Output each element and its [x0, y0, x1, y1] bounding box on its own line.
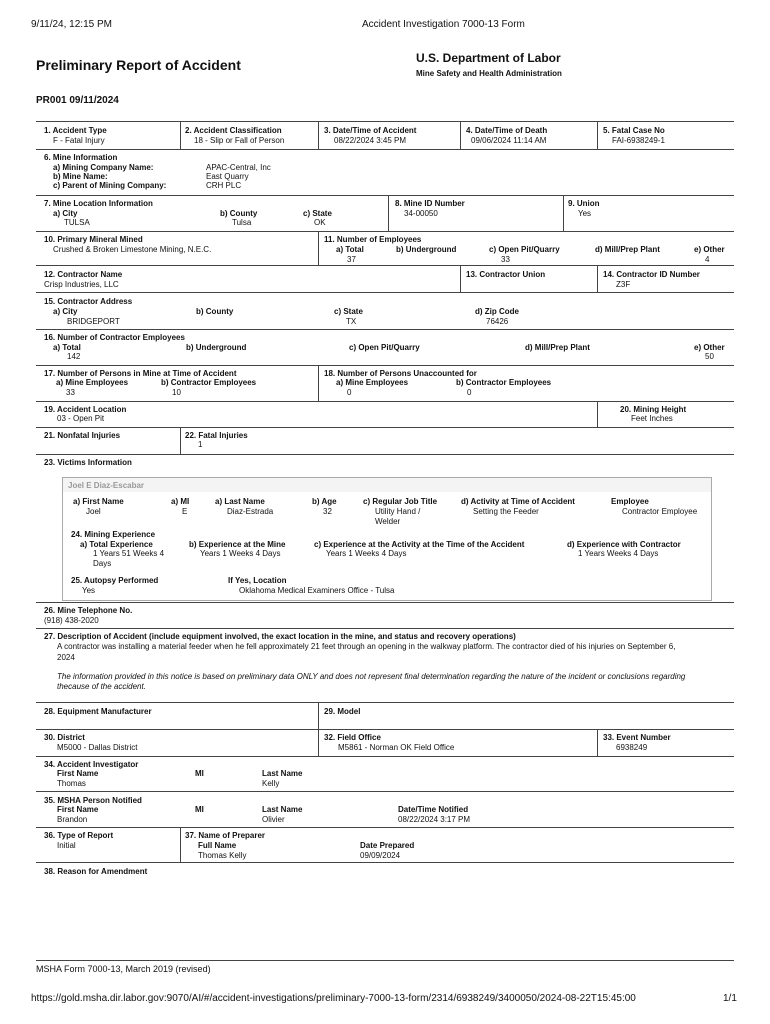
f18-a-value: 0 [347, 388, 352, 397]
col-divider [388, 195, 389, 231]
f27-label: 27. Description of Accident (include equipment involved, the exact location in the mine, and status and recovery operations) [44, 632, 516, 641]
f8-label: 8. Mine ID Number [395, 199, 465, 208]
f30-value: M5000 - Dallas District [57, 743, 138, 752]
victim-activity-value: Setting the Feeder [473, 507, 539, 516]
f15-state-label: c) State [334, 307, 363, 316]
f33-value: 6938249 [616, 743, 648, 752]
f35-last-value: Olivier [262, 815, 285, 824]
f10-value: Crushed & Broken Limestone Mining, N.E.C. [53, 245, 212, 254]
f26-value: (918) 438-2020 [44, 616, 99, 625]
f18-b-value: 0 [467, 388, 472, 397]
f24-label: 24. Mining Experience [71, 530, 156, 539]
f6-b-value: East Quarry [206, 172, 249, 181]
f15-state-value: TX [346, 317, 357, 326]
f10-label: 10. Primary Mineral Mined [44, 235, 143, 244]
f7-label: 7. Mine Location Information [44, 199, 153, 208]
f8-value: 34-00050 [404, 209, 438, 218]
print-page-title: Accident Investigation 7000-13 Form [362, 19, 525, 30]
exp-activity-label: c) Experience at the Activity at the Time of the Accident [314, 540, 525, 549]
exp-total-label: a) Total Experience [80, 540, 153, 549]
row-divider [36, 292, 734, 293]
f16-total-label: a) Total [53, 343, 81, 352]
f4-label: 4. Date/Time of Death [466, 126, 548, 135]
row-divider [36, 265, 734, 266]
f34-mi-label: MI [195, 769, 204, 778]
col-divider [318, 231, 319, 265]
report-id: PR001 09/11/2024 [36, 95, 119, 106]
f27-disclaimer-2: thecause of the accident. [57, 682, 146, 691]
f5-label: 5. Fatal Case No [603, 126, 665, 135]
col-divider [460, 121, 461, 149]
f35-mi-label: MI [195, 805, 204, 814]
col-divider [597, 121, 598, 149]
f7-city-value: TULSA [64, 218, 90, 227]
f4-value: 09/06/2024 11:14 AM [471, 136, 547, 145]
f20-value: Feet Inches [631, 414, 673, 423]
row-divider [36, 401, 734, 402]
f34-last-value: Kelly [262, 779, 280, 788]
f7-state-value: OK [314, 218, 326, 227]
f16-openpit-label: c) Open Pit/Quarry [349, 343, 420, 352]
f16-mill-label: d) Mill/Prep Plant [525, 343, 590, 352]
f15-label: 15. Contractor Address [44, 297, 133, 306]
row-divider [36, 121, 734, 122]
f16-other-label: e) Other [694, 343, 725, 352]
f22-value: 1 [198, 440, 203, 449]
victim-job-label: c) Regular Job Title [363, 497, 438, 506]
f14-label: 14. Contractor ID Number [603, 270, 700, 279]
victim-mi-value: E [182, 507, 188, 516]
f20-label: 20. Mining Height [620, 405, 687, 414]
exp-mine-value: Years 1 Weeks 4 Days [200, 549, 281, 558]
row-divider [36, 329, 734, 330]
f36-value: Initial [57, 841, 76, 850]
victim-age-label: b) Age [312, 497, 337, 506]
f37-full-label: Full Name [198, 841, 237, 850]
row-divider [36, 149, 734, 150]
f17-label: 17. Number of Persons in Mine at Time of Accident [44, 369, 237, 378]
f27-value-2: 2024 [57, 653, 75, 662]
f7-city-label: a) City [53, 209, 78, 218]
f5-value: FAI-6938249-1 [612, 136, 665, 145]
f17-a-value: 33 [66, 388, 75, 397]
f22-label: 22. Fatal Injuries [185, 431, 248, 440]
f27-value-1: A contractor was installing a material feeder when he fell approximately 21 feet through an opening in the walkway platform. The contractor died of his injuries on September 6, [57, 642, 676, 651]
victim-employee-label: Employee [611, 497, 649, 506]
col-divider [597, 265, 598, 292]
f7-county-value: Tulsa [232, 218, 252, 227]
f14-value: Z3F [616, 280, 631, 289]
f35-label: 35. MSHA Person Notified [44, 796, 142, 805]
f25-value: Yes [82, 586, 96, 595]
f37-date-label: Date Prepared [360, 841, 415, 850]
f11-total-label: a) Total [336, 245, 364, 254]
page-count: 1/1 [723, 993, 737, 1004]
f26-label: 26. Mine Telephone No. [44, 606, 133, 615]
f12-value: Crisp Industries, LLC [44, 280, 119, 289]
f11-openpit-value: 33 [501, 255, 510, 264]
f27-disclaimer-1: The information provided in this notice is based on preliminary data ONLY and does not represent final determination regarding the nature of the incident or conclusions regarding [57, 672, 686, 681]
f15-county-label: b) County [196, 307, 234, 316]
f21-label: 21. Nonfatal Injuries [44, 431, 121, 440]
f37-label: 37. Name of Preparer [185, 831, 266, 840]
f28-label: 28. Equipment Manufacturer [44, 707, 152, 716]
print-url: https://gold.msha.dir.labor.gov:9070/AI/#/accident-investigations/preliminary-7000-13-form/2314/6938249/3400050/2024-08-22T15:45:00 [31, 993, 636, 1004]
f9-label: 9. Union [568, 199, 600, 208]
f36-label: 36. Type of Report [44, 831, 114, 840]
row-divider [36, 231, 734, 232]
f34-last-label: Last Name [262, 769, 303, 778]
exp-contractor-label: d) Experience with Contractor [567, 540, 681, 549]
col-divider [180, 827, 181, 862]
f19-value: 03 - Open Pit [57, 414, 105, 423]
col-divider [597, 729, 598, 756]
f18-a-label: a) Mine Employees [336, 378, 409, 387]
row-divider [36, 454, 734, 455]
victim-job-value-2: Welder [375, 517, 401, 526]
col-divider [318, 121, 319, 149]
f1-label: 1. Accident Type [44, 126, 107, 135]
exp-total-value-2: Days [93, 559, 112, 568]
f11-total-value: 37 [347, 255, 356, 264]
f15-zip-value: 76426 [486, 317, 509, 326]
f25-label: 25. Autopsy Performed [71, 576, 159, 585]
f16-other-value: 50 [705, 352, 714, 361]
f35-first-label: First Name [57, 805, 99, 814]
f9-value: Yes [578, 209, 592, 218]
f32-value: M5861 - Norman OK Field Office [338, 743, 455, 752]
exp-mine-label: b) Experience at the Mine [189, 540, 286, 549]
f35-dt-value: 08/22/2024 3:17 PM [398, 815, 471, 824]
col-divider [318, 729, 319, 756]
f19-label: 19. Accident Location [44, 405, 127, 414]
victim-first-label: a) First Name [73, 497, 124, 506]
f16-total-value: 142 [67, 352, 81, 361]
f6-label: 6. Mine Information [44, 153, 118, 162]
row-divider [36, 702, 734, 703]
f29-label: 29. Model [324, 707, 361, 716]
f17-b-label: b) Contractor Employees [161, 378, 257, 387]
form-name: MSHA Form 7000-13, March 2019 (revised) [36, 964, 211, 974]
f13-label: 13. Contractor Union [466, 270, 546, 279]
f37-date-value: 09/09/2024 [360, 851, 401, 860]
row-divider [36, 195, 734, 196]
f35-dt-label: Date/Time Notified [398, 805, 469, 814]
f2-value: 18 - Slip or Fall of Person [194, 136, 285, 145]
row-divider [36, 427, 734, 428]
f16-underground-label: b) Underground [186, 343, 247, 352]
f16-label: 16. Number of Contractor Employees [44, 333, 185, 342]
f1-value: F - Fatal Injury [53, 136, 105, 145]
f11-underground-label: b) Underground [396, 245, 457, 254]
victim-last-label: a) Last Name [215, 497, 265, 506]
autopsy-location-label: If Yes, Location [228, 576, 287, 585]
col-divider [597, 401, 598, 427]
f38-label: 38. Reason for Amendment [44, 867, 148, 876]
f6-b-label: b) Mine Name: [53, 172, 108, 181]
row-divider [36, 365, 734, 366]
f34-first-label: First Name [57, 769, 99, 778]
f11-other-value: 4 [705, 255, 710, 264]
f15-city-value: BRIDGEPORT [67, 317, 120, 326]
victim-first-value: Joel [86, 507, 101, 516]
f23-label: 23. Victims Information [44, 458, 132, 467]
report-title: Preliminary Report of Accident [36, 57, 241, 73]
col-divider [563, 195, 564, 231]
victim-activity-label: d) Activity at Time of Accident [461, 497, 575, 506]
f3-value: 08/22/2024 3:45 PM [334, 136, 407, 145]
row-divider [36, 960, 734, 961]
f35-first-value: Brandon [57, 815, 88, 824]
row-divider [36, 628, 734, 629]
f6-a-label: a) Mining Company Name: [53, 163, 154, 172]
f33-label: 33. Event Number [603, 733, 671, 742]
f17-b-value: 10 [172, 388, 181, 397]
f3-label: 3. Date/Time of Accident [324, 126, 417, 135]
f6-c-label: c) Parent of Mining Company: [53, 181, 167, 190]
f34-label: 34. Accident Investigator [44, 760, 139, 769]
victim-last-value: Diaz-Estrada [227, 507, 274, 516]
sub-agency-name: Mine Safety and Health Administration [416, 69, 562, 78]
exp-activity-value: Years 1 Weeks 4 Days [326, 549, 407, 558]
f32-label: 32. Field Office [324, 733, 381, 742]
f30-label: 30. District [44, 733, 85, 742]
f11-label: 11. Number of Employees [324, 235, 422, 244]
col-divider [460, 265, 461, 292]
exp-contractor-value: 1 Years Weeks 4 Days [578, 549, 659, 558]
f6-c-value: CRH PLC [206, 181, 242, 190]
f37-full-value: Thomas Kelly [198, 851, 247, 860]
f2-label: 2. Accident Classification [185, 126, 282, 135]
row-divider [36, 862, 734, 863]
row-divider [36, 756, 734, 757]
row-divider [36, 791, 734, 792]
f6-a-value: APAC-Central, Inc [206, 163, 271, 172]
f15-city-label: a) City [53, 307, 78, 316]
victim-card [62, 477, 712, 601]
row-divider [36, 827, 734, 828]
victim-age-value: 32 [323, 507, 332, 516]
row-divider [36, 602, 734, 603]
victim-card-header [63, 478, 711, 492]
col-divider [318, 702, 319, 729]
exp-total-value-1: 1 Years 51 Weeks 4 [93, 549, 165, 558]
col-divider [180, 427, 181, 454]
victim-mi-label: a) MI [171, 497, 190, 506]
f12-label: 12. Contractor Name [44, 270, 123, 279]
f17-a-label: a) Mine Employees [56, 378, 129, 387]
victim-name: Joel E Diaz-Escabar [68, 481, 145, 490]
f15-zip-label: d) Zip Code [475, 307, 519, 316]
f11-openpit-label: c) Open Pit/Quarry [489, 245, 560, 254]
print-datetime: 9/11/24, 12:15 PM [31, 19, 112, 30]
row-divider [36, 729, 734, 730]
f34-first-value: Thomas [57, 779, 86, 788]
col-divider [318, 365, 319, 401]
victim-employee-value: Contractor Employee [622, 507, 698, 516]
victim-job-value-1: Utility Hand / [375, 507, 421, 516]
agency-name: U.S. Department of Labor [416, 51, 561, 65]
col-divider [180, 121, 181, 149]
f11-mill-label: d) Mill/Prep Plant [595, 245, 660, 254]
f7-county-label: b) County [220, 209, 258, 218]
f7-state-label: c) State [303, 209, 332, 218]
f35-last-label: Last Name [262, 805, 303, 814]
f11-other-label: e) Other [694, 245, 725, 254]
f18-b-label: b) Contractor Employees [456, 378, 552, 387]
f18-label: 18. Number of Persons Unaccounted for [324, 369, 477, 378]
autopsy-location-value: Oklahoma Medical Examiners Office - Tulsa [239, 586, 395, 595]
